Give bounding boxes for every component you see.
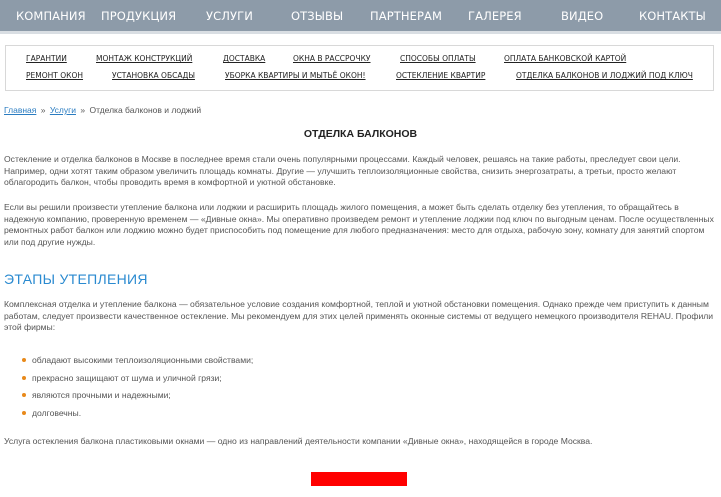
subnav-payment-methods[interactable]: СПОСОБЫ ОПЛАТЫ <box>400 54 476 63</box>
subnav-balcony-finishing[interactable]: ОТДЕЛКА БАЛКОНОВ И ЛОДЖИЙ ПОД КЛЮЧ <box>516 71 693 80</box>
intro-paragraph: Остекление и отделка балконов в Москве в последнее время стали очень популярными процессами. Каждый человек, решаясь на такие работы, преследует свои цели. Например, одни хотят таким образом увеличить площадь комнаты. Другие — улучшить теплоизоляционные свойства, снизить энергозатраты, а третьи, просто желают облагородить балкон, чтобы проводить время в комфортной и уютной обстановке. <box>4 154 681 188</box>
nav-partners[interactable]: ПАРТНЕРАМ <box>370 9 443 23</box>
subnav-installments[interactable]: ОКНА В РАССРОЧКУ <box>293 54 371 63</box>
nav-video[interactable]: ВИДЕО <box>561 9 604 23</box>
nav-services[interactable]: УСЛУГИ <box>206 9 253 23</box>
stages-paragraph: Комплексная отделка и утепление балкона — обязательное условие создания комфортной, теплой и уютной обстановки помещения. Однако прежде чем приступить к данным работам, следует произвести качественное остекление. Мы рекомендуем для этих целей применять оконные системы от ведущего немецкого производителя REHAU. Профили этой фирмы: <box>4 299 714 333</box>
top-navigation <box>0 0 721 34</box>
breadcrumb-home[interactable]: Главная <box>4 105 37 115</box>
page-title: ОТДЕЛКА БАЛКОНОВ <box>303 128 418 140</box>
subnav-delivery[interactable]: ДОСТАВКА <box>223 54 266 63</box>
subnav-window-repair[interactable]: РЕМОНТ ОКОН <box>26 71 84 80</box>
offer-paragraph: Если вы решили произвести утепление балкона или лоджии и расширить площадь жилого помещения, а может быть сделать отделку без утепления, то обращайтесь в надежную компанию, проверенную временем — «Дивные окна». Мы оперативно произведем ремонт и утепление лоджии под ключ по выгодным ценам. После осуществленных ремонтных работ балкон или лоджию можно будет приспособить под помещение для любого предназначения: место для отдыха, рабочую зону, комнату для занятий спортом или под другие нужды. <box>4 202 714 247</box>
breadcrumb-services[interactable]: Услуги <box>49 105 76 115</box>
breadcrumb-separator: » <box>80 105 86 115</box>
nav-reviews[interactable]: ОТЗЫВЫ <box>291 9 344 23</box>
nav-products[interactable]: ПРОДУКЦИЯ <box>101 9 177 23</box>
bullet-icon <box>22 358 26 362</box>
nav-gallery[interactable]: ГАЛЕРЕЯ <box>468 9 522 23</box>
profile-features-list <box>22 353 253 423</box>
subnav-cleaning[interactable]: УБОРКА КВАРТИРЫ И МЫТЬЁ ОКОН! <box>225 71 366 80</box>
red-banner[interactable] <box>311 472 407 486</box>
bullet-icon <box>22 376 26 380</box>
subnav-apartment-glazing[interactable]: ОСТЕКЛЕНИЕ КВАРТИР <box>396 71 486 80</box>
breadcrumb-separator: » <box>40 105 46 115</box>
list-item: являются прочными и надежными; <box>22 388 253 406</box>
bullet-icon <box>22 393 26 397</box>
breadcrumb-current: Отделка балконов и лоджий <box>89 105 202 115</box>
subnav-card-payment[interactable]: ОПЛАТА БАНКОВСКОЙ КАРТОЙ <box>504 54 627 63</box>
closing-paragraph: Услуга остекления балкона пластиковыми окнами — одно из направлений деятельности компании «Дивные окна», находящейся в городе Москва. <box>4 436 593 446</box>
bullet-icon <box>22 411 26 415</box>
breadcrumb <box>4 105 201 115</box>
section-title: ЭТАПЫ УТЕПЛЕНИЯ <box>4 271 148 287</box>
subnav-installation[interactable]: МОНТАЖ КОНСТРУКЦИЙ <box>96 54 193 63</box>
nav-company[interactable]: КОМПАНИЯ <box>16 9 86 23</box>
list-item: обладают высокими теплоизоляционными свойствами; <box>22 353 253 371</box>
nav-contacts[interactable]: КОНТАКТЫ <box>639 9 706 23</box>
subnav-warranty[interactable]: ГАРАНТИИ <box>26 54 67 63</box>
list-item: прекрасно защищают от шума и уличной грязи; <box>22 371 253 389</box>
services-subnav <box>5 45 714 91</box>
list-item: долговечны. <box>22 406 253 424</box>
subnav-casing[interactable]: УСТАНОВКА ОБСАДЫ <box>112 71 195 80</box>
